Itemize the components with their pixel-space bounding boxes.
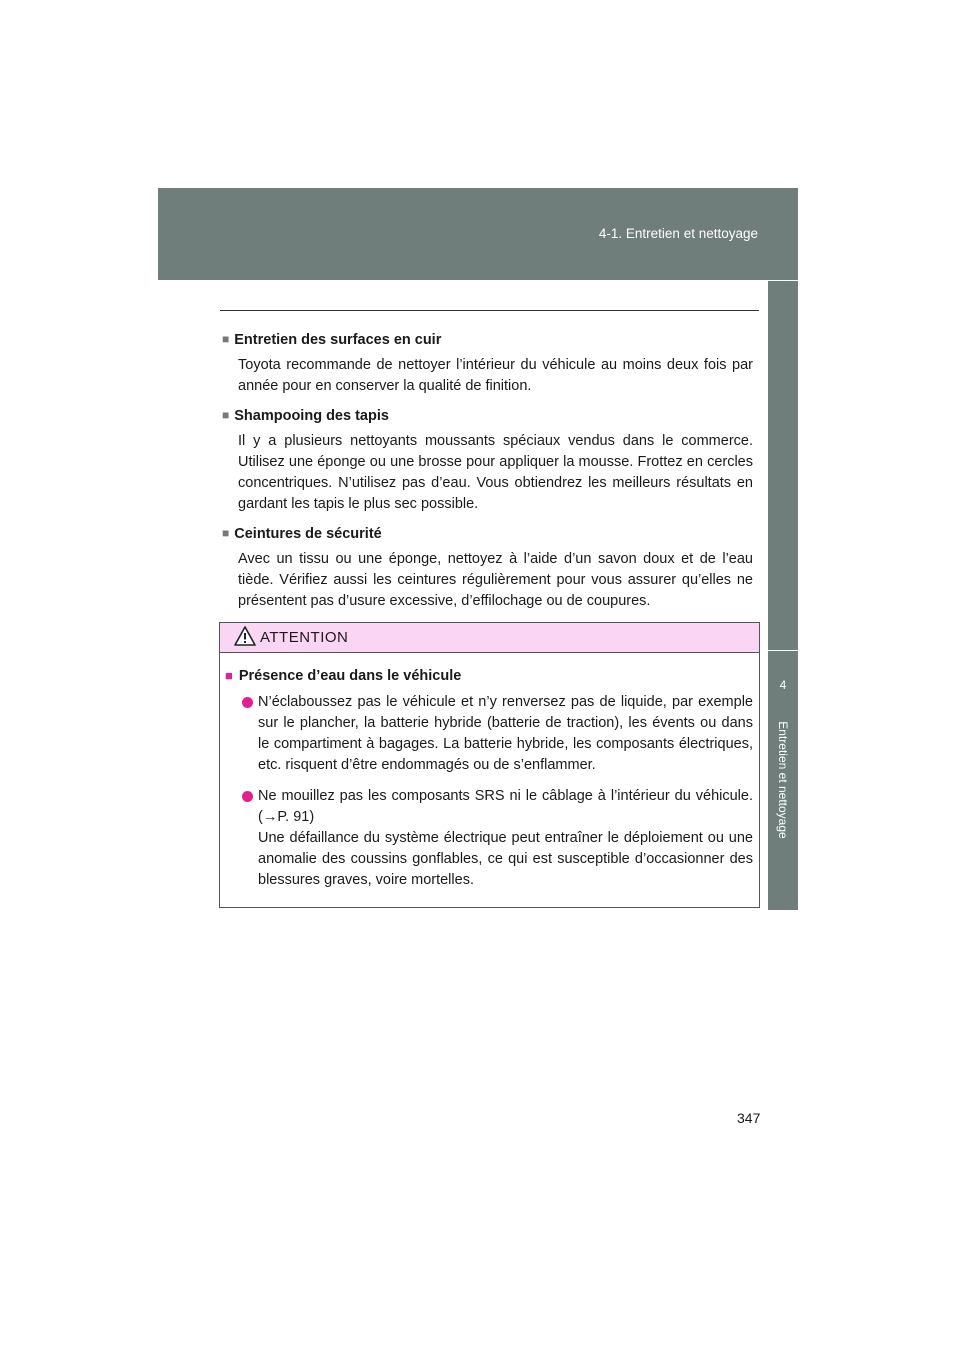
warning-bullet-text: Ne mouillez pas les composants SRS ni le câblage à l’intérieur du véhicule. (→P. 91) bbox=[258, 788, 753, 825]
section-body: Il y a plusieurs nettoyants moussants spéciaux vendus dans le commerce. Utilisez une éponge ou une brosse pour appliquer la mousse. Frottez en cercles concentriques. N’utilisez pas d’eau. Vous obtiendrez les meilleurs résultats en gardant les tapis le plus sec possible. bbox=[238, 433, 753, 512]
warning-bullet bbox=[225, 786, 753, 891]
square-bullet-icon: ■ bbox=[222, 526, 230, 540]
section-heading-text: Shampooing des tapis bbox=[234, 408, 389, 424]
chapter-label: Entretien et nettoyage bbox=[776, 721, 790, 839]
section-heading-text: Entretien des surfaces en cuir bbox=[234, 332, 442, 348]
warning-bullet-text: N’éclaboussez pas le véhicule et n’y renversez pas de liquide, par exemple sur le plancher, la batterie hybride (batterie de traction), les évents ou dans le compartiment à bagages. La batterie hybride, les composants électriques, etc. risquent d’être endommagés ou de s’enflammer. bbox=[258, 694, 753, 773]
section-heading bbox=[222, 524, 753, 545]
top-rule bbox=[220, 310, 759, 311]
chapter-side-tab bbox=[768, 280, 798, 910]
square-bullet-icon: ■ bbox=[222, 408, 230, 422]
main-content bbox=[222, 330, 753, 621]
warning-triangle-icon bbox=[234, 626, 256, 646]
warning-bullet-text: Une défaillance du système électrique peut entraîner le déploiement ou une anomalie des coussins gonflables, ce qui est susceptible d’occasionner des blessures graves, voire mortelles. bbox=[258, 830, 753, 888]
page-number: 347 bbox=[737, 1110, 761, 1126]
warning-title: ATTENTION bbox=[260, 629, 349, 646]
tab-divider bbox=[768, 650, 798, 651]
warning-box bbox=[219, 622, 760, 908]
section-heading bbox=[222, 330, 753, 351]
section-body: Toyota recommande de nettoyer l’intérieur du véhicule au moins deux fois par année pour en conserver la qualité de finition. bbox=[238, 357, 753, 394]
tab-divider bbox=[768, 280, 798, 281]
header-band bbox=[158, 188, 798, 280]
section-heading bbox=[222, 406, 753, 427]
warning-header bbox=[220, 623, 759, 653]
warning-section-heading bbox=[225, 665, 753, 687]
square-bullet-icon: ■ bbox=[225, 668, 233, 683]
section-title: 4-1. Entretien et nettoyage bbox=[598, 226, 758, 241]
square-bullet-icon: ■ bbox=[222, 332, 230, 346]
bullet-dot-icon bbox=[242, 791, 253, 802]
section-body: Avec un tissu ou une éponge, nettoyez à l’aide d’un savon doux et de l’eau tiède. Vérifiez aussi les ceintures régulièrement pour vous assurer qu’elles ne présentent pas d’usure excessive, d’effilochage ou de coupures. bbox=[238, 551, 753, 609]
warning-section-text: Présence d’eau dans le véhicule bbox=[238, 668, 462, 684]
warning-bullet bbox=[225, 692, 753, 776]
warning-content bbox=[220, 653, 759, 891]
bullet-dot-icon bbox=[242, 697, 253, 708]
section-heading-text: Ceintures de sécurité bbox=[234, 526, 382, 542]
chapter-number: 4 bbox=[779, 678, 787, 692]
